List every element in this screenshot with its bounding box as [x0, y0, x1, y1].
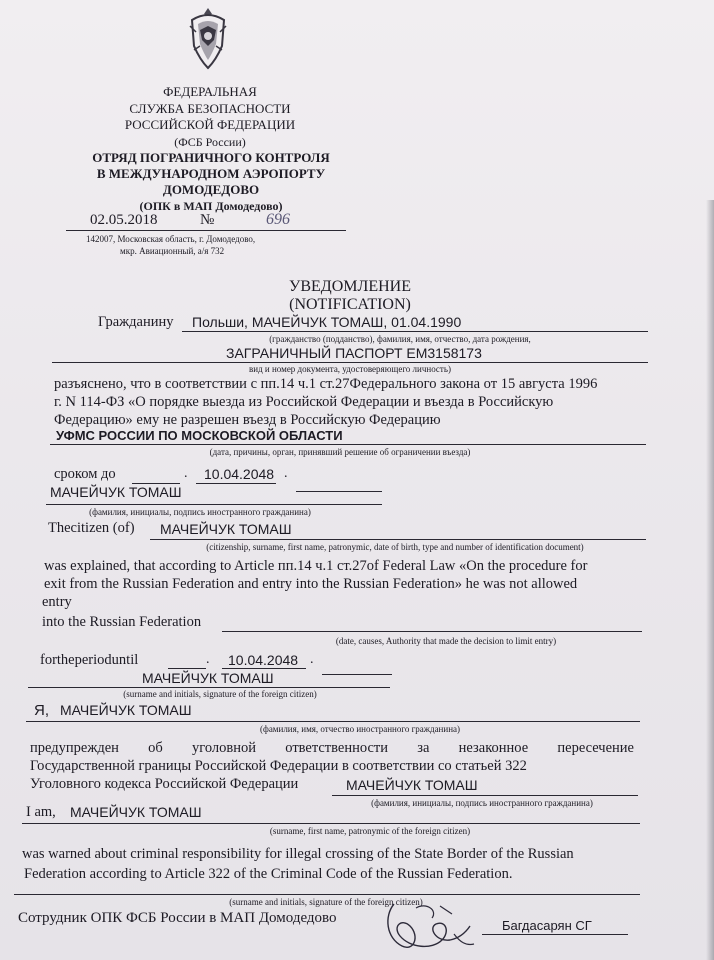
officer-signature-icon [380, 896, 480, 956]
warning-ru-signature: МАЧЕЙЧУК ТОМАШ [346, 777, 478, 793]
document-number: 696 [266, 211, 290, 228]
address-line: 142007, Московская область, г. Домодедово, [86, 234, 256, 244]
citizen-caption-en: (citizenship, surname, first name, patronymic, date of birth, type and number of identification document) [206, 542, 584, 552]
number-label: № [200, 212, 215, 228]
warning-ru-name: МАЧЕЙЧУК ТОМАШ [60, 702, 192, 718]
page-edge-shadow [706, 200, 714, 960]
warning-ru-line: Уголовного кодекса Российской Федерации [30, 776, 299, 792]
unit-line: ОТРЯД ПОГРАНИЧНОГО КОНТРОЛЯ [92, 150, 330, 165]
explanation-ru-line: г. N 114-ФЗ «О порядке выезда из Российской Федерации и въезда в Российскую [54, 394, 554, 410]
period-label-en: fortheperioduntil [40, 652, 139, 668]
signature-en-value: МАЧЕЙЧУК ТОМАШ [142, 670, 274, 686]
period-value-ru: 10.04.2048 [204, 466, 275, 482]
warning-ru-signature-caption: (фамилия, инициалы, подпись иностранного гражданина) [371, 798, 593, 808]
title-en: (NOTIFICATION) [289, 296, 411, 313]
warning-ru-name-underline [26, 721, 640, 722]
agency-header [90, 84, 330, 150]
decision-underline-en [222, 631, 642, 632]
signature-ru-value: МАЧЕЙЧУК ТОМАШ [50, 484, 182, 500]
explanation-en-line: into the Russian Federation [42, 614, 202, 630]
explanation-ru-line: разъяснено, что в соответствии с пп.14 ч.1 ст.27Федерального закона от 15 августа 1996 [54, 376, 598, 392]
period-underline-en-a [168, 668, 206, 669]
unit-line: (ОПК в МАП Домодедово) [139, 199, 283, 213]
passport-underline [52, 362, 648, 363]
document-date: 02.05.2018 [90, 212, 158, 228]
period-dot: . [184, 466, 188, 481]
warning-en-name-underline [22, 823, 640, 824]
citizen-underline-en [150, 539, 646, 540]
explanation-ru-line: Федерацию» ему не разрешен въезд в Российскую Федерацию [54, 412, 441, 428]
address-line: мкр. Авиационный, а/я 732 [120, 246, 225, 256]
period-dot: . [310, 652, 314, 667]
citizen-value-en: МАЧЕЙЧУК ТОМАШ [160, 521, 292, 537]
period-underline-ru-b [196, 483, 276, 484]
citizen-underline-ru [182, 331, 648, 332]
unit-line: ДОМОДЕДОВО [162, 182, 260, 197]
citizen-label-ru: Гражданину [98, 314, 174, 330]
warning-en-line: Federation according to Article 322 of the Criminal Code of the Russian Federation. [24, 866, 513, 882]
fsb-emblem-icon [186, 6, 230, 72]
signature-en-underline [28, 687, 390, 688]
warning-ru-signature-underline [332, 795, 638, 796]
period-value-en: 10.04.2048 [228, 652, 299, 668]
passport-value: ЗАГРАНИЧНЫЙ ПАСПОРТ ЕМ3158173 [226, 345, 482, 361]
explanation-en-line: was explained, that according to Article пп.14 ч.1 ст.27of Federal Law «On the procedure for [44, 558, 588, 574]
warning-en-line: was warned about criminal responsibility for illegal crossing of the State Border of the Russian [22, 846, 574, 862]
unit-header [66, 150, 356, 214]
authority-value: УФМС РОССИИ ПО МОСКОВСКОЙ ОБЛАСТИ [56, 428, 343, 443]
warning-ru-name-caption: (фамилия, имя, отчество иностранного гражданина) [259, 724, 461, 734]
warning-en-name-caption: (surname, first name, patronymic of the foreign citizen) [269, 826, 471, 836]
warning-ru-line: Государственной границы Российской Федерации в соответствии со статьей 322 [30, 758, 527, 774]
period-dot: . [284, 466, 288, 481]
agency-line: СЛУЖБА БЕЗОПАСНОСТИ [129, 100, 291, 116]
title-ru: УВЕДОМЛЕНИЕ [289, 278, 411, 295]
decision-caption-en: (date, causes, Authority that made the decision to limit entry) [335, 636, 557, 646]
warning-en-signature-caption: (surname and initials, signature of the foreign citizen) [229, 897, 423, 907]
explanation-en-line: entry [42, 594, 72, 610]
citizen-value-ru: Польши, МАЧЕЙЧУК ТОМАШ, 01.04.1990 [192, 314, 462, 330]
date-underline [66, 230, 346, 231]
warning-ru-line: предупрежден об уголовной ответственности за незаконное пересечение [30, 740, 634, 756]
period-underline-ru-c [296, 491, 382, 492]
officer-name-underline [482, 934, 628, 935]
signature-ru-caption: (фамилия, инициалы, подпись иностранного гражданина) [89, 507, 311, 517]
explanation-en-line: exit from the Russian Federation and entry into the Russian Federation» he was not allowed [44, 576, 578, 592]
period-underline-en-c [322, 674, 392, 675]
signature-ru-underline [46, 504, 382, 505]
warning-en-name: МАЧЕЙЧУК ТОМАШ [70, 804, 202, 820]
agency-line: РОССИЙСКОЙ ФЕДЕРАЦИИ [124, 117, 296, 132]
period-underline-en-b [222, 668, 306, 669]
unit-line: В МЕЖДУНАРОДНОМ АЭРОПОРТУ [96, 166, 326, 181]
warning-en-signature-underline [14, 894, 640, 895]
authority-caption: (дата, причины, орган, принявший решение об ограничении въезда) [209, 447, 471, 457]
passport-caption: вид и номер документа, удостоверяющего личность) [249, 364, 451, 374]
officer-name: Багдасарян СГ [502, 918, 592, 933]
officer-label: Сотрудник ОПК ФСБ России в МАП Домодедово [18, 910, 337, 926]
warning-ru-prefix: Я, [34, 702, 49, 719]
period-label-ru: сроком до [54, 466, 116, 482]
warning-en-prefix: I am, [26, 804, 56, 820]
authority-underline [50, 444, 646, 445]
citizen-caption-ru: (гражданство (подданство), фамилия, имя, отчество, дата рождения, [269, 334, 531, 344]
signature-en-caption: (surname and initials, signature of the foreign citizen) [123, 689, 317, 699]
agency-line: (ФСБ России) [174, 134, 246, 149]
period-dot: . [206, 652, 210, 667]
citizen-label-en: Thecitizen (of) [48, 520, 135, 536]
agency-line: ФЕДЕРАЛЬНАЯ [163, 84, 257, 99]
address [86, 233, 255, 257]
